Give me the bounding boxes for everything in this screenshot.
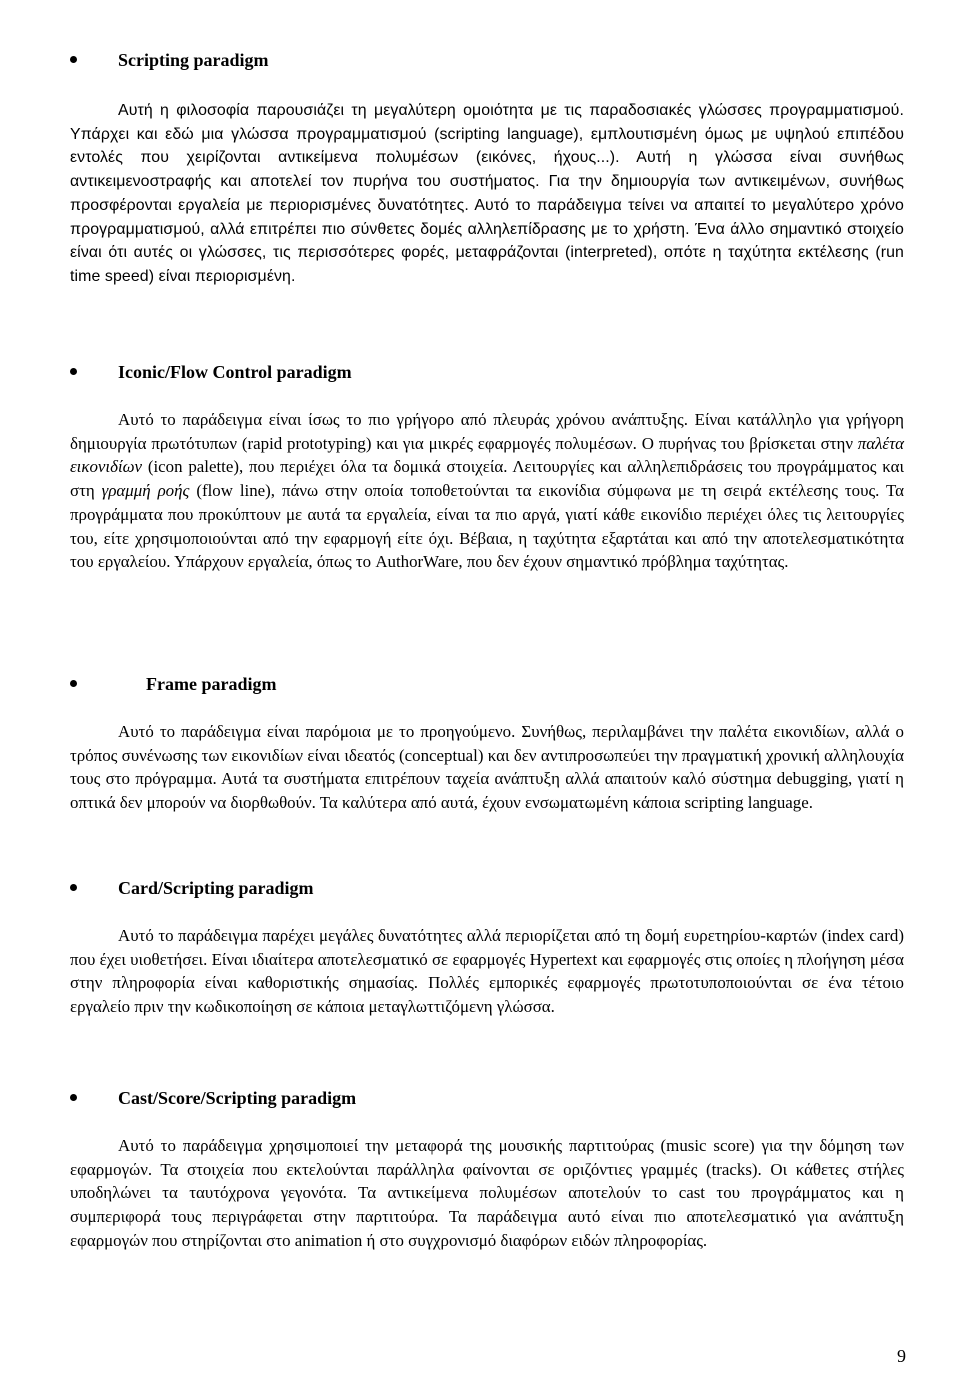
bullet-icon bbox=[70, 1094, 77, 1101]
section-heading bbox=[70, 670, 904, 698]
section-heading bbox=[70, 46, 904, 74]
bullet-icon bbox=[70, 884, 77, 891]
section-paragraph bbox=[70, 924, 904, 1019]
section-scripting-paradigm bbox=[70, 46, 904, 289]
section-iconic-flow-control-paradigm bbox=[70, 358, 904, 574]
heading-text: Iconic/Flow Control paradigm bbox=[118, 362, 352, 382]
heading-text: Card/Scripting paradigm bbox=[118, 878, 314, 898]
section-paragraph bbox=[70, 99, 904, 289]
heading-text: Cast/Score/Scripting paradigm bbox=[118, 1088, 357, 1108]
paragraph-text: Αυτό το παράδειγμα χρησιμοποιεί την μεταφορά της μουσικής παρτιτούρας (music score) για την δόμηση των εφαρμογών. Τα στοιχεία που εκτελούνται παράλληλα φαίνονται σε οριζόντιες γραμμές (tracks). Οι κάθετες στήλες υποδηλώνει τα ταυτόχρονα γεγονότα. Τα αντικείμενα πολυμέσων αποτελούν το cast του προγράμματος και η συμπεριφορά τους περιγράφεται στην παρτιτούρα. Τα παράδειγμα αυτό είναι πιο αποτελεσματικό για ανάπτυξη εφαρμογών που στηρίζονται στο animation ή στο συγχρονισμό διαφόρων ειδών πληροφορίας. bbox=[70, 1136, 904, 1250]
heading-text: Frame paradigm bbox=[146, 674, 277, 694]
paragraph-text: (icon palette), που περιέχει όλα τα δομικά στοιχεία. Λειτουργίες και αλληλεπιδράσεις του προγράμματος και στη bbox=[70, 457, 904, 501]
section-paragraph bbox=[70, 408, 904, 574]
paragraph-text: Αυτό το παράδειγμα παρέχει μεγάλες δυνατότητες αλλά περιορίζεται από τη δομή ευρετηρίου-καρτών (index card) που έχει υιοθετήσει. Είναι ιδιαίτερα αποτελεσματικό σε εφαρμογές Hypertext και εφαρμογές στις οποίες η πλοήγηση μέσα στην πληροφορία είναι καθοριστικής σημασίας. Πολλές εμπορικές εφαρμογές πρωτοτυποποιούνται σε ένα τέτοιο εργαλείο πριν την κωδικοποίηση σε κάποια μεταγλωττιζόμενη γλώσσα. bbox=[70, 926, 904, 1017]
section-heading bbox=[70, 1084, 904, 1112]
bullet-icon bbox=[70, 56, 77, 63]
paragraph-text: (flow line), πάνω στην οποία τοποθετούνται τα εικονίδια σύμφωνα με τη σειρά εκτέλεσης τους. Τα προγράμματα που προκύπτουν με αυτά τα εργαλεία, είναι τα πιο αργά, γιατί κάθε εικονίδιο περιέχει όλες τις λειτουργίες του, είτε χρησιμοποιούνται από την εφαρμογή είτε όχι. Βέβαια, η ταχύτητα εξαρτάται και από την αποτελεσματικότητα του εργαλείου. Υπάρχουν εργαλεία, όπως το AuthorWare, που δεν έχουν σημαντικό πρόβλημα ταχύτητας. bbox=[70, 481, 904, 572]
section-paragraph bbox=[70, 1134, 904, 1253]
paragraph-text: Αυτή η φιλοσοφία παρουσιάζει τη μεγαλύτερη ομοιότητα με τις παραδοσιακές γλώσσες προγραμματισμού. Υπάρχει και εδώ μια γλώσσα προγραμματισμού (scripting language), εμπλουτισμένη όμως με υψηλού επιπέδου εντολές που χειρίζονται αντικείμενα πολυμέσων (εικόνες, ήχους...). Αυτή η γλώσσα είναι συνήθως αντικειμενοστραφής και αποτελεί τον πυρήνα του συστήματος. Για την δημιουργία των αντικειμένων, συνήθως προσφέρονται εργαλεία με περιορισμένες δυνατότητες. Αυτό το παράδειγμα τείνει να απαιτεί το μεγαλύτερο χρόνο προγραμματισμού, αλλά επιτρέπει πιο σύνθετες δομές αλληλεπίδρασης με το χρήστη. Ένα άλλο σημαντικό στοιχείο είναι ότι αυτές οι γλώσσες, τις περισσότερες φορές, μεταφράζονται (interpreted), οπότε η ταχύτητα εκτέλεσης (run time speed) είναι περιορισμένη. bbox=[70, 102, 904, 285]
section-card-scripting-paradigm bbox=[70, 874, 904, 1019]
bullet-icon bbox=[70, 368, 77, 375]
italic-term: γραμμή ροής bbox=[101, 481, 190, 501]
section-frame-paradigm bbox=[70, 670, 904, 815]
section-heading bbox=[70, 874, 904, 902]
bullet-icon bbox=[70, 680, 77, 687]
section-heading bbox=[70, 358, 904, 386]
page-number: 9 bbox=[897, 1346, 906, 1366]
heading-text: Scripting paradigm bbox=[118, 50, 269, 70]
paragraph-text: Αυτό το παράδειγμα είναι παρόμοια με το προηγούμενο. Συνήθως, περιλαμβάνει την παλέτα εικονιδίων, αλλά ο τρόπος συνένωσης των εικονιδίων είναι ιδεατός (conceptual) και δεν αντιπροσωπεύει την πραγματική χρονική αλληλουχία τους στο πρόγραμμα. Αυτά τα συστήματα επιτρέπουν ταχεία ανάπτυξη αλλά απαιτούν καλό σύστημα debugging, γιατί η οπτικά δεν μπορούν να διορθωθούν. Τα καλύτερα από αυτά, έχουν ενσωματωμένη κάποια scripting language. bbox=[70, 722, 904, 813]
section-paragraph bbox=[70, 720, 904, 815]
section-cast-score-scripting-paradigm bbox=[70, 1084, 904, 1253]
italic-term: παλέτα εικονιδίων bbox=[70, 433, 904, 477]
paragraph-text: Αυτό το παράδειγμα είναι ίσως το πιο γρήγορο από πλευράς χρόνου ανάπτυξης. Είναι κατάλληλο για γρήγορη δημιουργία πρωτότυπων (rapid prototyping) και για μικρές εφαρμογές πολυμέσων. Ο πυρήνας του βρίσκεται στην bbox=[70, 410, 904, 453]
